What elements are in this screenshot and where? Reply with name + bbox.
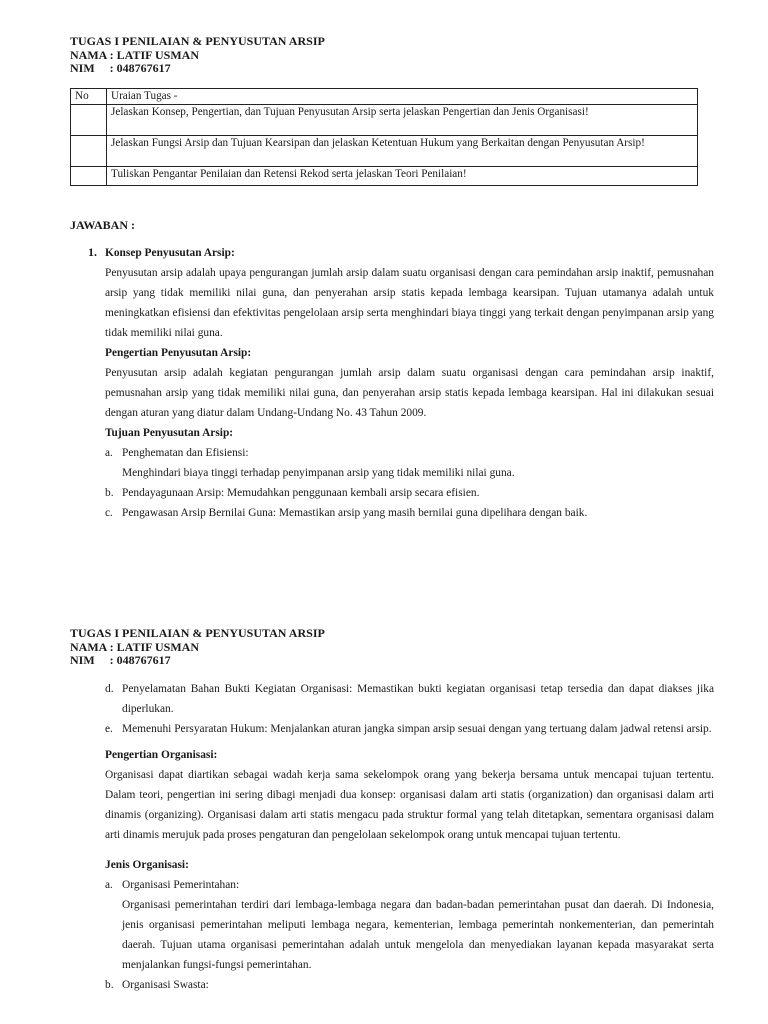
section-1-continued — [105, 679, 714, 995]
list-marker: a. — [105, 879, 113, 891]
list-item-text: Menghindari biaya tinggi terhadap penyimpanan arsip yang tidak memiliki nilai guna. — [122, 467, 515, 479]
tujuan-heading: Tujuan Penyusutan Arsip: — [105, 427, 234, 439]
document-page-2 — [0, 600, 768, 1024]
table-row — [71, 167, 698, 186]
answer-heading: JAWABAN : — [70, 218, 136, 232]
list-item-label: Pendayagunaan Arsip: Memudahkan penggunaan kembali arsip secara efisien. — [122, 487, 480, 499]
table-cell-no — [71, 136, 107, 167]
assignment-title: TUGAS I PENILAIAN & PENYUSUTAN ARSIP — [70, 626, 325, 640]
list-item — [105, 975, 714, 995]
list-item-text: Memenuhi Persyaratan Hukum: Menjalankan aturan jangka simpan arsip sesuai dengan yang tertuang dalam jadwal retensi arsip. — [122, 723, 712, 735]
student-nim: NIM : 048767617 — [70, 61, 171, 75]
list-marker: d. — [105, 683, 114, 695]
assignment-title: TUGAS I PENILAIAN & PENYUSUTAN ARSIP — [70, 34, 325, 48]
list-item-label: Organisasi Swasta: — [122, 979, 209, 991]
list-item-text: Penyelamatan Bahan Bukti Kegiatan Organisasi: Memastikan bukti kegiatan organisasi tetap tersedia dan dapat diakses jika diperlukan. — [122, 683, 714, 715]
table-cell-no — [71, 167, 107, 186]
table-row — [71, 136, 698, 167]
list-item-label: Penghematan dan Efisiensi: — [122, 447, 249, 459]
section-number: 1. — [88, 245, 97, 259]
konsep-paragraph: Penyusutan arsip adalah upaya pengurangan jumlah arsip dalam suatu organisasi dengan cara pemindahan arsip inaktif, pemusnahan arsip yang tidak memiliki nilai guna, dan penyerahan arsip statis kepada lembaga kearsipan. Tujuan utamanya adalah untuk meningkatkan efisiensi dan efektivitas pengelolaan arsip serta menghindari biaya tinggi yang terkait dengan penyimpanan arsip yang tidak memiliki nilai guna. — [105, 267, 714, 339]
table-cell-task: Tuliskan Pengantar Penilaian dan Retensi Rekod serta jelaskan Teori Penilaian! — [107, 167, 698, 186]
jenis-heading: Jenis Organisasi: — [105, 859, 189, 871]
table-row — [71, 105, 698, 136]
table-cell-no — [71, 105, 107, 136]
list-item — [105, 503, 714, 523]
list-marker: b. — [105, 979, 114, 991]
list-marker: a. — [105, 447, 113, 459]
student-name: NAMA : LATIF USMAN — [70, 639, 199, 654]
table-header-row — [71, 89, 698, 105]
list-item-label: Organisasi Pemerintahan: — [122, 879, 240, 891]
list-item — [105, 719, 714, 739]
table-cell-task: Jelaskan Konsep, Pengertian, dan Tujuan Penyusutan Arsip serta jelaskan Pengertian dan Jenis Organisasi! — [107, 105, 698, 136]
document-header — [70, 627, 325, 668]
table-cell-task: Jelaskan Fungsi Arsip dan Tujuan Kearsipan dan jelaskan Ketentuan Hukum yang Berkaitan dengan Penyusutan Arsip! — [107, 136, 698, 167]
list-item-label: Pengawasan Arsip Bernilai Guna: Memastikan arsip yang masih bernilai guna dipelihara dengan baik. — [122, 507, 588, 519]
list-item — [105, 875, 714, 975]
list-item-text: Organisasi pemerintahan terdiri dari lembaga-lembaga negara dan badan-badan pemerintahan pusat dan daerah. Di Indonesia, jenis organisasi pemerintahan meliputi lembaga negara, kementerian, lembaga pemerintah nonkementerian, dan pemerintah daerah. Tujuan utama organisasi pemerintahan adalah untuk mengelola dan menyediakan layanan kepada masyarakat serta menjalankan fungsi-fungsi pemerintahan. — [122, 899, 714, 971]
list-marker: b. — [105, 487, 114, 499]
student-nim: NIM : 048767617 — [70, 653, 171, 667]
pengertian-paragraph: Penyusutan arsip adalah kegiatan pengurangan jumlah arsip dalam suatu organisasi dengan cara pemindahan arsip inaktif, pemusnahan arsip yang tidak memiliki nilai guna, dan penyerahan arsip statis kepada lembaga kearsipan. Hal ini dilakukan sesuai dengan aturan yang diatur dalam Undang-Undang No. 43 Tahun 2009. — [105, 367, 714, 419]
document-header — [70, 35, 325, 76]
list-item — [105, 443, 714, 483]
col-no-header: No — [71, 89, 107, 105]
task-table — [70, 88, 698, 186]
organisasi-heading: Pengertian Organisasi: — [105, 749, 218, 761]
student-name: NAMA : LATIF USMAN — [70, 47, 199, 62]
list-item — [105, 483, 714, 503]
list-item — [105, 679, 714, 719]
list-marker: e. — [105, 723, 113, 735]
pengertian-heading: Pengertian Penyusutan Arsip: — [105, 347, 252, 359]
section-1-body — [105, 243, 714, 523]
konsep-heading: Konsep Penyusutan Arsip: — [105, 247, 235, 259]
col-uraian-header: Uraian Tugas - — [107, 89, 698, 105]
organisasi-paragraph: Organisasi dapat diartikan sebagai wadah kerja sama sekelompok orang yang bekerja bersama untuk mencapai tujuan tertentu. Dalam teori, pengertian ini sering dibagi menjadi dua konsep: organisasi dalam arti statis (organization) dan organisasi dalam arti dinamis (organizing). Organisasi dalam arti statis mengacu pada struktur formal yang telah ditetapkan, sementara organisasi dalam arti dinamis merujuk pada proses pengaturan dan pengelolaan sekelompok orang untuk mencapai tujuan tertentu. — [105, 769, 714, 841]
list-marker: c. — [105, 507, 113, 519]
